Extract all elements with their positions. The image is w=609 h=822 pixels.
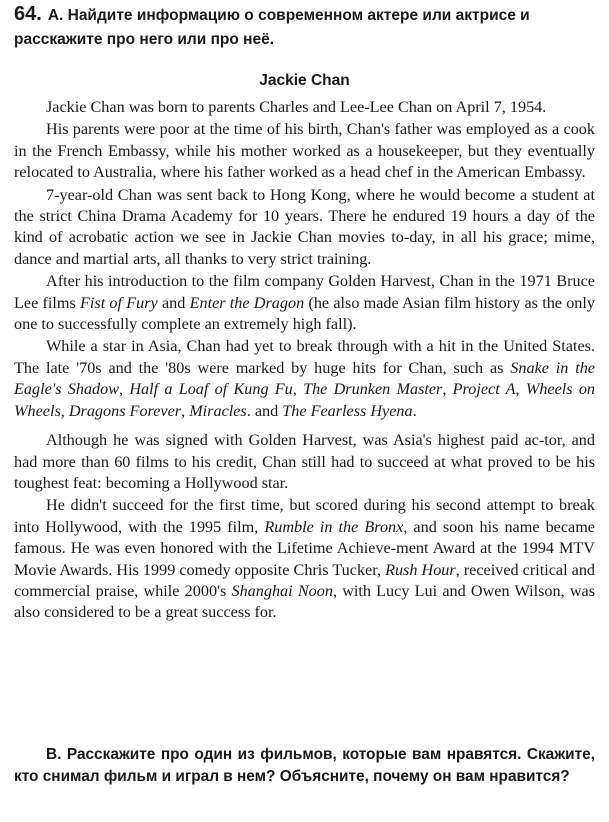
paragraph-5: While a star in Asia, Chan had yet to break through with a hit in the United States. The late '70s and the '80s were marked by huge hits for Chan, such as Snake in the Eagle's Shadow, Half a Loaf of Kung Fu, The Drunken Master, Project A, Wheels on Wheels, Dragons Forever, Miracles. and The Fearless Hyena. (14, 337, 596, 420)
paragraph-7: He didn't succeed for the first time, but scored during his second attempt to break into Hollywood, with the 1995 film, Rumble in the Bronx, and soon his name became famous. He was even honored with the Lifetime Achieve-ment Award at the 1994 MTV Movie Awards. His 1999 comedy opposite Chris Tucker, Rush Hour, received critical and commercial praise, while 2000's Shanghai Noon, with Lucy Lui and Owen Wilson, was also considered to be a great success for. (14, 496, 596, 622)
film-title: Shanghai Noon (231, 581, 333, 600)
paragraph-2: His parents were poor at the time of his birth, Chan's father was employed as a cook in the French Embassy, while his mother worked as a housekeeper, but they eventually relocated to Australia, where his father worked as a head chef in the American Embassy. (14, 120, 595, 182)
film-title: Rumble in the Bronx (264, 517, 404, 536)
film-title: Snake in the Eagle's Shadow (14, 358, 595, 399)
film-title: Enter the Dragon (189, 293, 305, 312)
film-title: The Fearless Hyena (282, 401, 413, 420)
article-body (14, 97, 595, 624)
film-title: Fist of Fury (80, 293, 158, 312)
paragraph-1: Jackie Chan was born to parents Charles and Lee-Lee Chan on April 7, 1954. (46, 98, 547, 116)
task-number: 64. (14, 3, 42, 25)
film-title: Wheels on Wheels (14, 380, 596, 420)
task-b: В. Расскажите про один из фильмов, которые вам нравятся. Скажите, кто снимал фильм и играл в нем? Объясните, почему он вам нравится? (14, 746, 595, 785)
film-title: Dragons Forever (68, 401, 182, 420)
task-a-text: А. Найдите информацию о современном актере или актрисе и расскажите про него или про неё. (14, 7, 530, 48)
film-title: The Drunken Master (303, 380, 443, 399)
paragraph-3: 7-year-old Chan was sent back to Hong Kong, where he would become a student at the strict China Drama Academy for 10 years. There he endured 19 hours a day of the kind of acrobatic action we see in Jackie Chan movies to-day, in all his grace; mime, dance and martial arts, all thanks to very strict training. (14, 185, 595, 268)
task-a (14, 2, 599, 52)
film-title: Rush Hour (385, 560, 456, 579)
paragraph-4: After his introduction to the film company Golden Harvest, Chan in the 1971 Bruce Lee films Fist of Fury and Enter the Dragon (he also made Asian film history as the only one to successfully complete an extremely high fall). (14, 272, 595, 334)
film-title: Project A (452, 380, 516, 399)
film-title: Miracles (189, 401, 247, 420)
article-title: Jackie Chan (259, 72, 350, 89)
paragraph-6: Although he was signed with Golden Harvest, was Asia's highest paid ac-tor, and had more than 60 films to his credit, Chan still had to succeed at what proved to be his toughest feat: becoming a Hollywood star. (14, 431, 595, 492)
film-title: Half a Loaf of Kung Fu (129, 380, 293, 399)
